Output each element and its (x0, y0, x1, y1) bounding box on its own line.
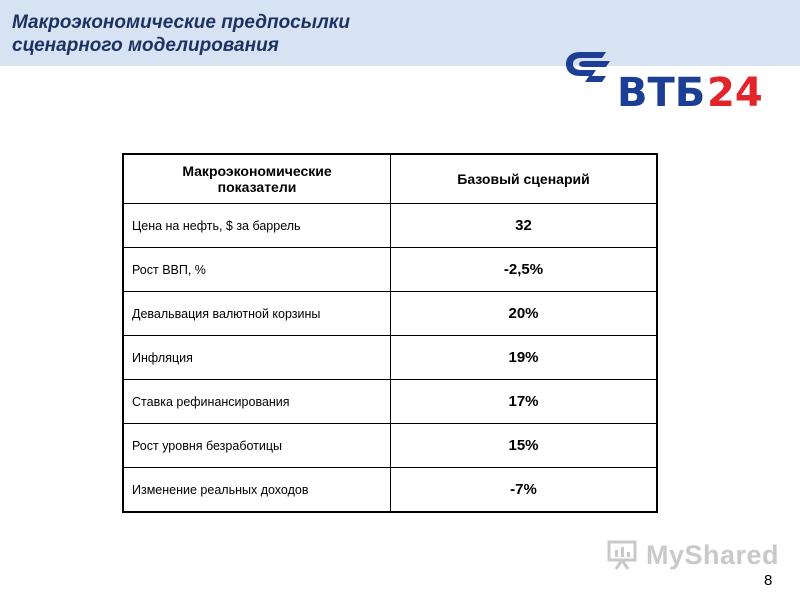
table-row (123, 424, 657, 468)
indicator-value: -2,5% (391, 248, 658, 292)
watermark-text: MyShared (646, 540, 780, 570)
indicator-value: 19% (391, 336, 658, 380)
table-row (123, 336, 657, 380)
indicator-value: 32 (391, 204, 658, 248)
table-row (123, 204, 657, 248)
presentation-board-icon (606, 536, 640, 575)
indicator-label: Ставка рефинансирования (123, 380, 391, 424)
indicator-label: Рост ВВП, % (123, 248, 391, 292)
indicator-value: -7% (391, 468, 658, 513)
macro-indicators-table (122, 153, 658, 513)
indicator-value: 20% (391, 292, 658, 336)
indicator-label: Рост уровня безработицы (123, 424, 391, 468)
slide-title-line-2: сценарного моделирования (12, 35, 279, 56)
slide-title-line-1: Макроэкономические предпосылки (12, 12, 351, 33)
indicator-header-line-2: показатели (217, 179, 297, 195)
indicator-header-line-1: Макроэкономические (182, 163, 332, 179)
table-header-row (123, 154, 657, 204)
table-row (123, 380, 657, 424)
indicator-label: Инфляция (123, 336, 391, 380)
svg-text:ВТБ: ВТБ (617, 70, 706, 112)
indicator-label: Девальвация валютной корзины (123, 292, 391, 336)
table-row (123, 468, 657, 513)
indicator-value: 15% (391, 424, 658, 468)
svg-text:24: 24 (707, 70, 763, 112)
table-row (123, 292, 657, 336)
scenario-column-header: Базовый сценарий (391, 154, 658, 204)
page-number: 8 (764, 572, 773, 589)
indicator-label: Изменение реальных доходов (123, 468, 391, 513)
indicator-column-header (123, 154, 391, 204)
indicator-value: 17% (391, 380, 658, 424)
myshared-watermark (606, 536, 779, 575)
slide-title (12, 11, 532, 57)
table-row (123, 248, 657, 292)
vtb24-logo (562, 50, 767, 112)
indicator-label: Цена на нефть, $ за баррель (123, 204, 391, 248)
